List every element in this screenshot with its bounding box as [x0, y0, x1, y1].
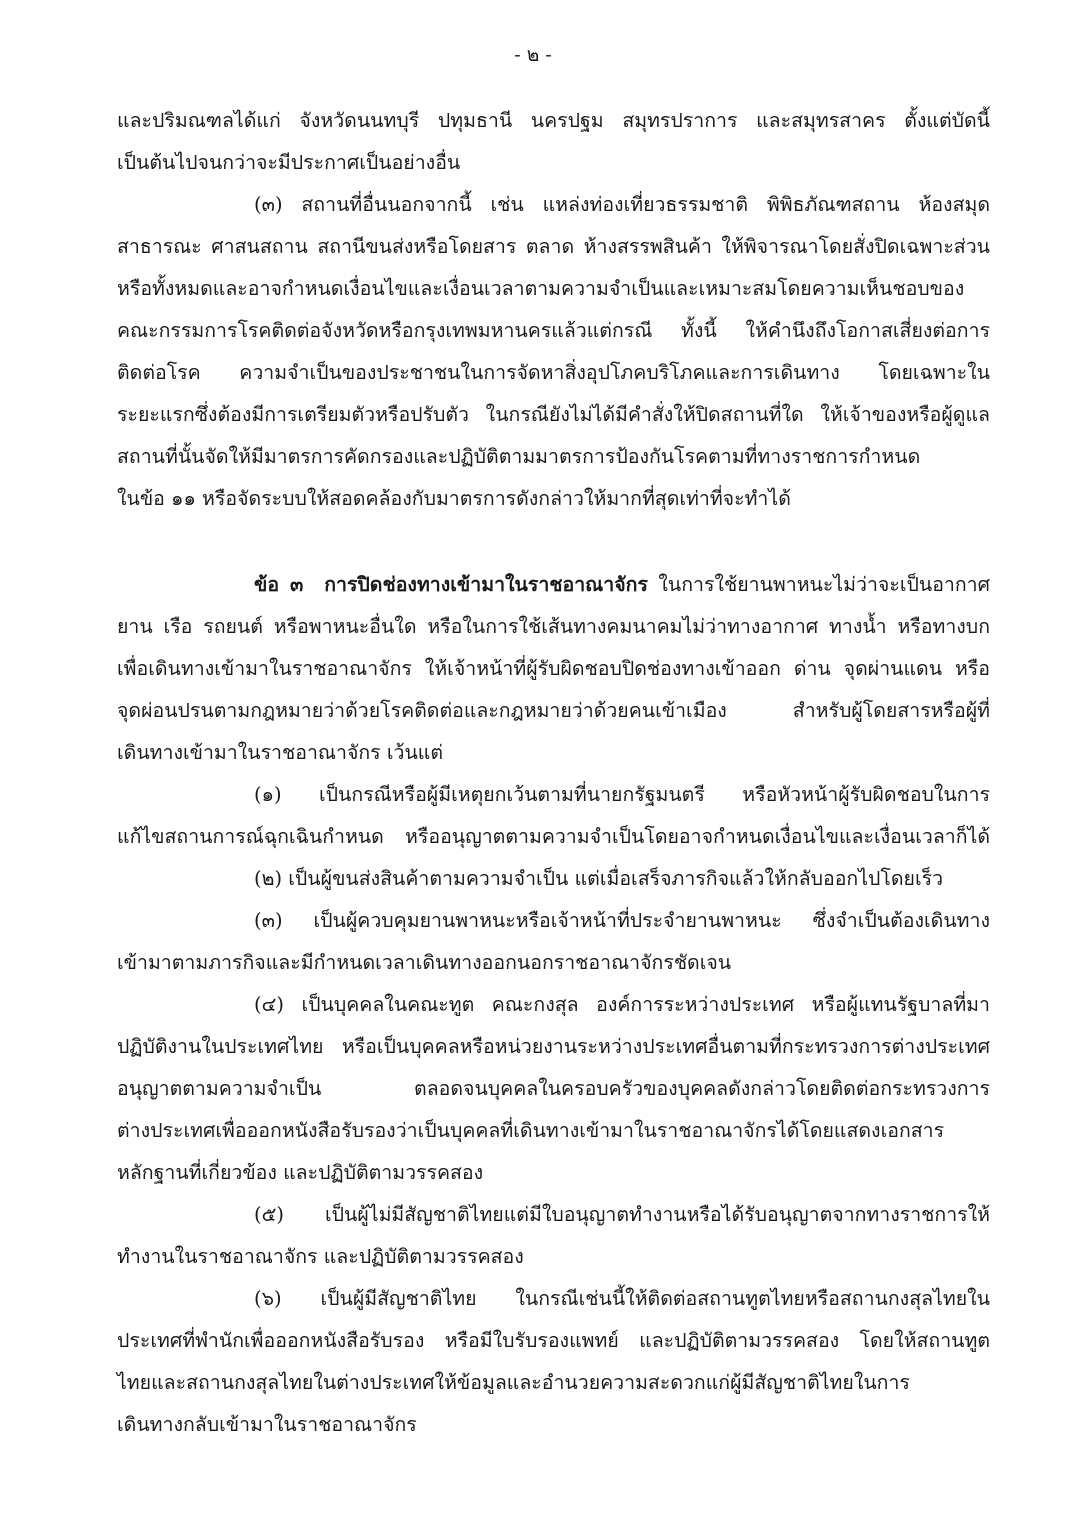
- text-line: ไทยและสถานกงสุลไทยในต่างประเทศให้ข้อมูลและอำนวยความสะดวกแก่ผู้มีสัญชาติไทยในการ: [117, 1371, 910, 1394]
- text-line: (๓) สถานที่อื่นนอกจากนี้ เช่น แหล่งท่องเที่ยวธรรมชาติ พิพิธภัณฑสถาน ห้องสมุด: [254, 193, 990, 216]
- text-line: สาธารณะ ศาสนสถาน สถานีขนส่งหรือโดยสาร ตลาด ห้างสรรพสินค้า ให้พิจารณาโดยสั่งปิดเฉพาะส่วน: [117, 235, 990, 258]
- text-line: ต่างประเทศเพื่อออกหนังสือรับรองว่าเป็นบุคคลที่เดินทางเข้ามาในราชอาณาจักรได้โดยแสดงเอกสาร: [117, 1119, 945, 1142]
- section-3-title: การปิดช่องทางเข้ามาในราชอาณาจักร: [324, 573, 648, 596]
- text-line: เข้ามาตามภารกิจและมีกำหนดเวลาเดินทางออกนอกราชอาณาจักรชัดเจน: [117, 951, 732, 974]
- text-line: ทำงานในราชอาณาจักร และปฏิบัติตามวรรคสอง: [117, 1245, 524, 1268]
- text-line: อนุญาตตามความจำเป็น ตลอดจนบุคคลในครอบครัวของบุคคลดังกล่าวโดยติดต่อกระทรวงการ: [117, 1077, 990, 1100]
- text-line: ปฏิบัติงานในประเทศไทย หรือเป็นบุคคลหรือหน่วยงานระหว่างประเทศอื่นตามที่กระทรวงการต่างประเทศ: [117, 1035, 990, 1058]
- text-line: จุดผ่อนปรนตามกฎหมายว่าด้วยโรคติดต่อและกฎหมายว่าด้วยคนเข้าเมือง สำหรับผู้โดยสารหรือผู้ที่: [117, 699, 990, 722]
- paragraph-block-1: [117, 100, 990, 520]
- text-line: แก้ไขสถานการณ์ฉุกเฉินกำหนด หรืออนุญาตตามความจำเป็นโดยอาจกำหนดเงื่อนไขและเงื่อนเวลาก็ได้: [117, 825, 990, 848]
- text-line: เดินทางกลับเข้ามาในราชอาณาจักร: [117, 1413, 417, 1436]
- text-line: หลักฐานที่เกี่ยวข้อง และปฏิบัติตามวรรคสอง: [117, 1161, 484, 1184]
- text-line: ยาน เรือ รถยนต์ หรือพาหนะอื่นใด หรือในการใช้เส้นทางคมนาคมไม่ว่าทางอากาศ ทางน้ำ หรือทางบก: [117, 615, 990, 638]
- document-body: [117, 100, 990, 1446]
- section-3-first-line: ในการใช้ยานพาหนะไม่ว่าจะเป็นอากาศ: [658, 573, 990, 596]
- text-line: (๔) เป็นบุคคลในคณะทูต คณะกงสุล องค์การระหว่างประเทศ หรือผู้แทนรัฐบาลที่มา: [254, 993, 990, 1016]
- text-line: ติดต่อโรค ความจำเป็นของประชาชนในการจัดหาสิ่งอุปโภคบริโภคและการเดินทาง โดยเฉพาะใน: [117, 361, 990, 384]
- text-line: ระยะแรกซึ่งต้องมีการเตรียมตัวหรือปรับตัว ในกรณียังไม่ได้มีคำสั่งให้ปิดสถานที่ใด ให้เจ้าของหรือผู้ดูแล: [117, 403, 990, 426]
- text-line: (๓) เป็นผู้ควบคุมยานพาหนะหรือเจ้าหน้าที่ประจำยานพาหนะ ซึ่งจำเป็นต้องเดินทาง: [254, 909, 990, 932]
- text-line: สถานที่นั้นจัดให้มีมาตรการคัดกรองและปฏิบัติตามมาตรการป้องกันโรคตามที่ทางราชการกำหนด: [117, 445, 921, 468]
- paragraph-block-2: [117, 606, 990, 1446]
- text-line: และปริมณฑลได้แก่ จังหวัดนนทบุรี ปทุมธานี นครปฐม สมุทรปราการ และสมุทรสาคร ตั้งแต่บัดนี้: [117, 109, 990, 132]
- text-line: (๖) เป็นผู้มีสัญชาติไทย ในกรณีเช่นนี้ให้ติดต่อสถานทูตไทยหรือสถานกงสุลไทยใน: [254, 1287, 990, 1310]
- text-line: (๒) เป็นผู้ขนส่งสินค้าตามความจำเป็น แต่เมื่อเสร็จภารกิจแล้วให้กลับออกไปโดยเร็ว: [254, 867, 944, 890]
- text-line: เป็นต้นไปจนกว่าจะมีประกาศเป็นอย่างอื่น: [117, 151, 461, 174]
- text-line: หรือทั้งหมดและอาจกำหนดเงื่อนไขและเงื่อนเวลาตามความจำเป็นและเหมาะสมโดยความเห็นชอบของ: [117, 277, 965, 300]
- section-3-number: ข้อ ๓: [254, 573, 304, 596]
- text-line: ในข้อ ๑๑ หรือจัดระบบให้สอดคล้องกับมาตรการดังกล่าวให้มากที่สุดเท่าที่จะทำได้: [117, 487, 791, 510]
- text-line: (๑) เป็นกรณีหรือผู้มีเหตุยกเว้นตามที่นายกรัฐมนตรี หรือหัวหน้าผู้รับผิดชอบในการ: [254, 783, 990, 806]
- text-line: เพื่อเดินทางเข้ามาในราชอาณาจักร ให้เจ้าหน้าที่ผู้รับผิดชอบปิดช่องทางเข้าออก ด่าน จุดผ่านแดน หรือ: [117, 657, 990, 680]
- text-line: (๕) เป็นผู้ไม่มีสัญชาติไทยแต่มีใบอนุญาตทำงานหรือได้รับอนุญาตจากทางราชการให้: [254, 1203, 990, 1226]
- text-line: เดินทางเข้ามาในราชอาณาจักร เว้นแต่: [117, 741, 444, 764]
- text-line: ประเทศที่พำนักเพื่อออกหนังสือรับรอง หรือมีใบรับรองแพทย์ และปฏิบัติตามวรรคสอง โดยให้สถานทูต: [117, 1329, 990, 1352]
- section-3-heading-line: [117, 564, 990, 606]
- text-line: คณะกรรมการโรคติดต่อจังหวัดหรือกรุงเทพมหานครแล้วแต่กรณี ทั้งนี้ ให้คำนึงถึงโอกาสเสี่ยงต่อการ: [117, 319, 990, 342]
- page-number: - ๒ -: [514, 44, 552, 66]
- section-gap: [117, 520, 990, 564]
